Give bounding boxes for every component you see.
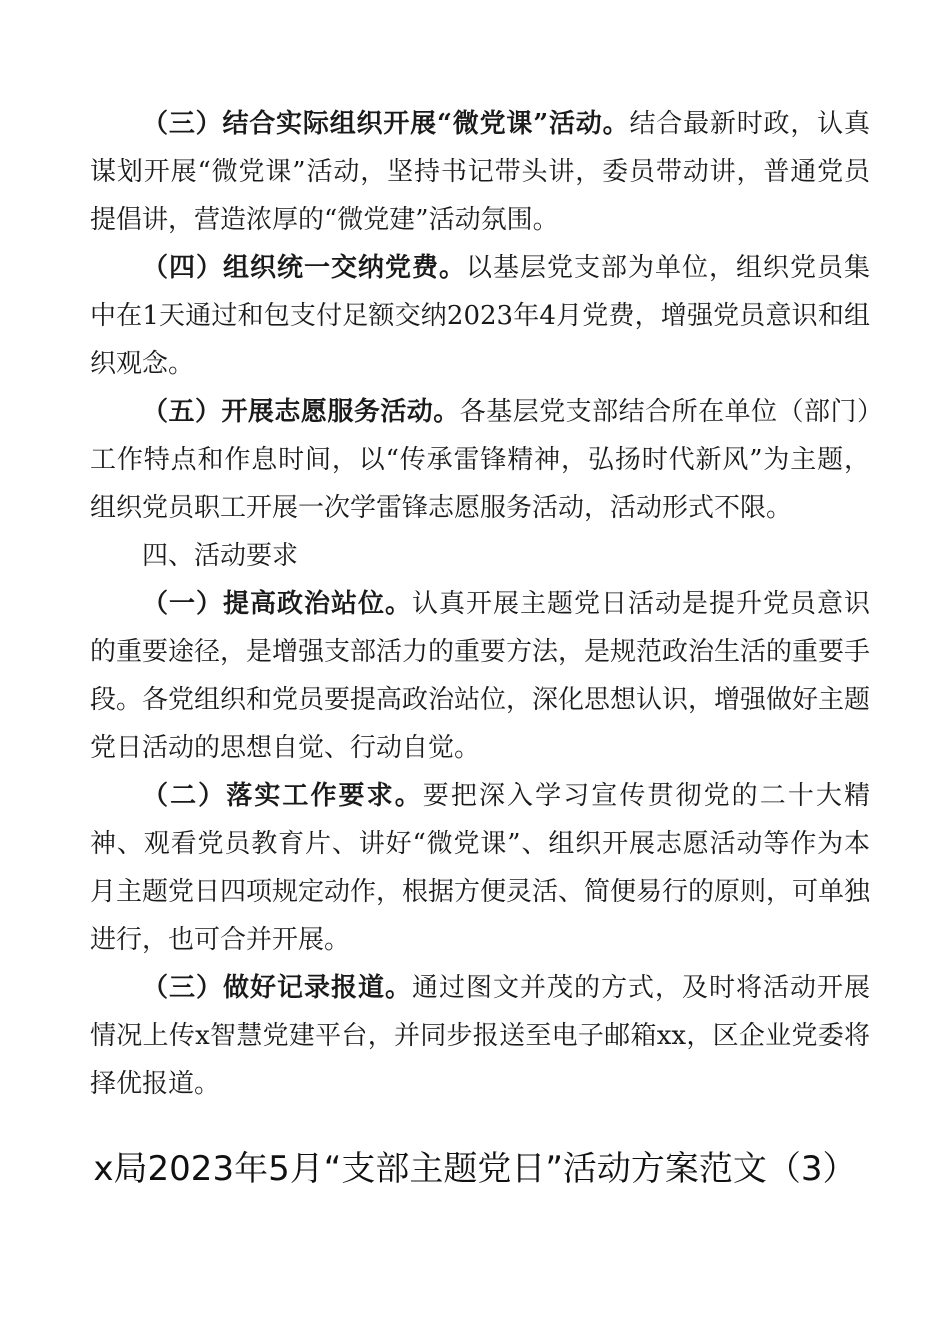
paragraph-lead: （三）结合实际组织开展“微党课”活动。	[142, 109, 630, 139]
paragraph-volunteer-service	[90, 388, 870, 532]
paragraph-lead: （四）组织统一交纳党费。	[142, 253, 466, 283]
paragraph-lead: （三）做好记录报道。	[142, 973, 412, 1003]
paragraph-work-requirements	[90, 772, 870, 964]
paragraph-party-dues	[90, 244, 870, 388]
paragraph-text: 以基层党支部为单位，组织党员集中在1天通过和包支付足额交纳2023年4月党费，增强党员意识和组织观念。	[90, 253, 870, 379]
document-body	[90, 100, 870, 1108]
paragraph-lead: （五）开展志愿服务活动。	[142, 397, 460, 427]
paragraph-lead: （一）提高政治站位。	[142, 589, 412, 619]
paragraph-text: 认真开展主题党日活动是提升党员意识的重要途径，是增强支部活力的重要方法，是规范政治生活的重要手段。各党组织和党员要提高政治站位，深化思想认识，增强做好主题党日活动的思想自觉、行动自觉。	[90, 589, 871, 763]
paragraph-text: 各基层党支部结合所在单位（部门）工作特点和作息时间，以“传承雷锋精神，弘扬时代新风”为主题，组织党员职工开展一次学雷锋志愿服务活动，活动形式不限。	[90, 397, 870, 523]
paragraph-political-stance	[90, 580, 870, 772]
section-heading-requirements: 四、活动要求	[142, 541, 299, 571]
paragraph-text: 要把深入学习宣传贯彻党的二十大精神、观看党员教育片、讲好“微党课”、组织开展志愿活动等作为本月主题党日四项规定动作，根据方便灵活、简便易行的原则，可单独进行，也可合并开展。	[90, 781, 871, 955]
paragraph-text: 结合最新时政，认真谋划开展“微党课”活动，坚持书记带头讲，委员带动讲，普通党员提倡讲，营造浓厚的“微党建”活动氛围。	[90, 109, 870, 235]
next-document-title: x局2023年5月“支部主题党日”活动方案范文（3）	[93, 1149, 857, 1189]
paragraph-record-reporting	[90, 964, 870, 1108]
paragraph-text: 通过图文并茂的方式，及时将活动开展情况上传x智慧党建平台，并同步报送至电子邮箱xx，区企业党委将择优报道。	[90, 973, 870, 1099]
paragraph-lead: （二）落实工作要求。	[142, 781, 423, 811]
paragraph-micro-party-lecture	[90, 100, 870, 244]
